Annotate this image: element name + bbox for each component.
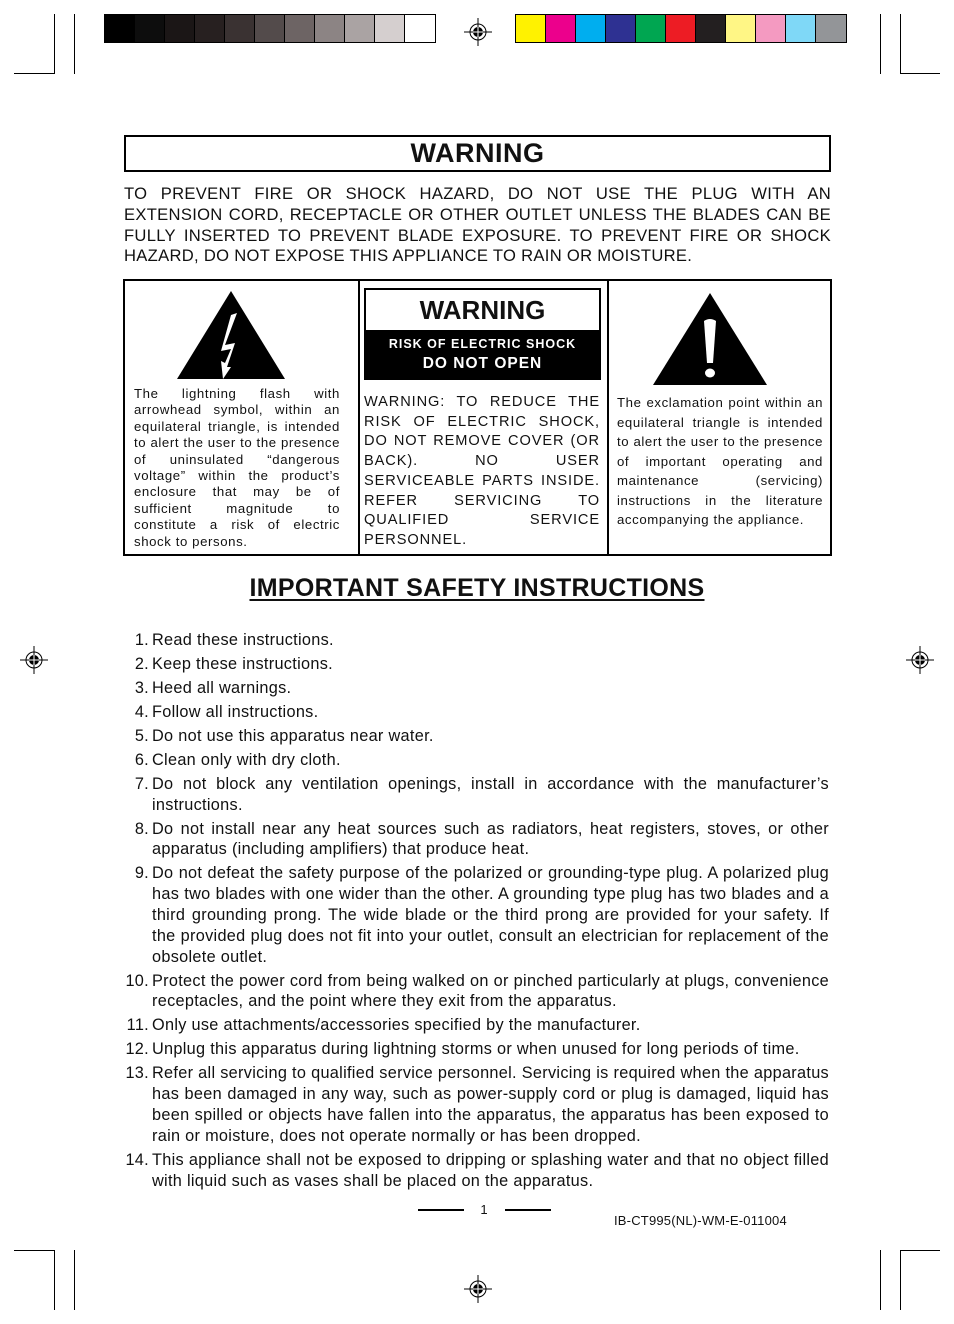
calibration-swatch [195,15,225,42]
instruction-text: Refer all servicing to qualified service personnel. Servicing is required when the apparatus has been damaged in any way, such as power-supply cord or plug is damaged, liquid has been spilled or objects have fallen into the apparatus, the apparatus has been exposed to rain or moisture, does not operate normally or has been dropped. [152,1064,829,1145]
instruction-text: Protect the power cord from being walked on or pinched particularly at plugs, convenience receptacles, and the point where they exit from the apparatus. [152,971,829,1011]
label-title: WARNING [419,294,546,325]
calibration-swatch [666,15,696,42]
label-cell [358,281,609,554]
instruction-number: 2. [134,654,149,673]
calibration-swatch [636,15,666,42]
page-number-rule-right [505,1209,551,1211]
instruction-text: Unplug this apparatus during lightning storms or when unused for long periods of time. [152,1040,800,1059]
calibration-swatch [285,15,315,42]
instruction-item [122,1063,829,1146]
warning-paragraph: TO PREVENT FIRE OR SHOCK HAZARD, DO NOT USE THE PLUG WITH AN EXTENSION CORD, RECEPTACLE OR OTHER OUTLET UNLESS THE BLADES CAN BE FULLY INSERTED TO PREVENT BLADE EXPOSURE. TO PREVENT FIRE OR SHOCK HAZARD, DO NOT EXPOSE THIS APPLIANCE TO RAIN OR MOISTURE. [124,184,831,266]
instruction-number: 14. [125,1150,149,1169]
safety-instructions-list [122,630,829,1195]
calibration-swatch [786,15,816,42]
calibration-swatch [165,15,195,42]
registration-mark-icon [464,18,492,46]
instruction-text: Follow all instructions. [152,702,319,721]
instruction-item [122,702,829,723]
label-line-2: DO NOT OPEN [422,355,543,372]
calibration-swatch [255,15,285,42]
calibration-swatch [105,15,135,42]
instruction-item [122,971,829,1013]
page-number-rule-left [418,1209,464,1211]
exclamation-description: The exclamation point within an equilateral triangle is intended to alert the user to the presence of important operating and maintenance (servicing) instructions in the literature accompanying the appliance. [617,395,824,527]
instruction-number: 9. [134,864,149,883]
calibration-swatch [756,15,786,42]
calibration-swatch [726,15,756,42]
instruction-text: Heed all warnings. [152,678,292,697]
instruction-item [122,654,829,675]
calibration-swatch [816,15,846,42]
instruction-item [122,819,829,861]
page-number: 1 [480,1202,488,1217]
instruction-number: 6. [134,750,149,769]
instruction-number: 1. [134,631,149,649]
instruction-item [122,1015,829,1036]
calibration-swatch [135,15,165,42]
grayscale-calibration-strip [104,14,436,43]
registration-mark-icon [464,1275,492,1303]
calibration-swatch [696,15,726,42]
registration-mark-icon [906,646,934,674]
instruction-item [122,1039,829,1060]
calibration-swatch [405,15,435,42]
instruction-text: Do not install near any heat sources such as radiators, heat registers, stoves, or other apparatus (including amplifiers) that produce heat. [152,819,829,859]
calibration-swatch [345,15,375,42]
instruction-number: 3. [134,678,149,697]
instruction-text: Only use attachments/accessories specified by the manufacturer. [152,1016,641,1035]
lightning-description: The lightning flash with arrowhead symbol, within an equilateral triangle, is intended to alert the user to the presence of uninsulated “dangerous voltage” within the product’s enclosure that may be of sufficient magnitude to constitute a risk of electric shock to persons. [134,386,341,549]
instruction-item [122,750,829,771]
instruction-item [122,863,829,967]
safety-heading: IMPORTANT SAFETY INSTRUCTIONS [249,574,705,602]
instruction-number: 12. [125,1040,149,1059]
instruction-number: 11. [126,1016,149,1035]
calibration-swatch [576,15,606,42]
instruction-item [122,774,829,816]
instruction-number: 10. [125,971,149,990]
calibration-swatch [606,15,636,42]
warning-symbol-panel [123,279,832,556]
calibration-swatch [315,15,345,42]
instruction-item [122,726,829,747]
registration-mark-icon [20,646,48,674]
instruction-number: 7. [134,774,149,793]
instruction-text: Read these instructions. [152,631,334,649]
calibration-swatch [225,15,255,42]
exclamation-triangle-icon [651,291,769,387]
warning-title: WARNING [410,138,545,168]
warning-title-box [124,135,831,172]
instruction-text: Clean only with dry cloth. [152,750,341,769]
lightning-cell [125,281,360,554]
color-calibration-strip [515,14,847,43]
exclamation-cell [607,281,830,554]
instruction-item [122,1150,829,1192]
instruction-number: 5. [134,726,149,745]
label-line-1: RISK OF ELECTRIC SHOCK [388,337,577,351]
safety-heading-wrap [0,574,954,603]
instruction-number: 4. [134,702,149,721]
instruction-text: Do not defeat the safety purpose of the polarized or grounding-type plug. A polarized plug has two blades with one wider than the other. A grounding type plug has two blades and a third grounding prong. The wide blade or the third prong are provided for your safety. If the provided plug does not fit into your outlet, consult an electrician for replacement of the obsolete outlet. [152,864,829,966]
label-banner [366,330,599,378]
instruction-number: 8. [134,819,149,838]
instruction-text: Keep these instructions. [152,654,333,673]
instruction-text: This appliance shall not be exposed to dripping or splashing water and that no object filled with liquid such as vases shall be placed on the apparatus. [152,1150,829,1190]
calibration-swatch [546,15,576,42]
instruction-text: Do not block any ventilation openings, install in accordance with the manufacturer’s instructions. [152,774,829,814]
caution-label [364,288,601,380]
instruction-item [122,678,829,699]
calibration-swatch [375,15,405,42]
instruction-number: 13. [125,1064,149,1083]
calibration-swatch [516,15,546,42]
instruction-item [122,630,829,651]
document-code: IB-CT995(NL)-WM-E-011004 [614,1213,787,1228]
instruction-text: Do not use this apparatus near water. [152,726,434,745]
lightning-triangle-icon [175,289,287,381]
shock-warning-text: WARNING: TO REDUCE THE RISK OF ELECTRIC SHOCK, DO NOT REMOVE COVER (OR BACK). NO USER SERVICEABLE PARTS INSIDE. REFER SERVICING TO QUALIFIED SERVICE PERSONNEL. [364,394,600,548]
